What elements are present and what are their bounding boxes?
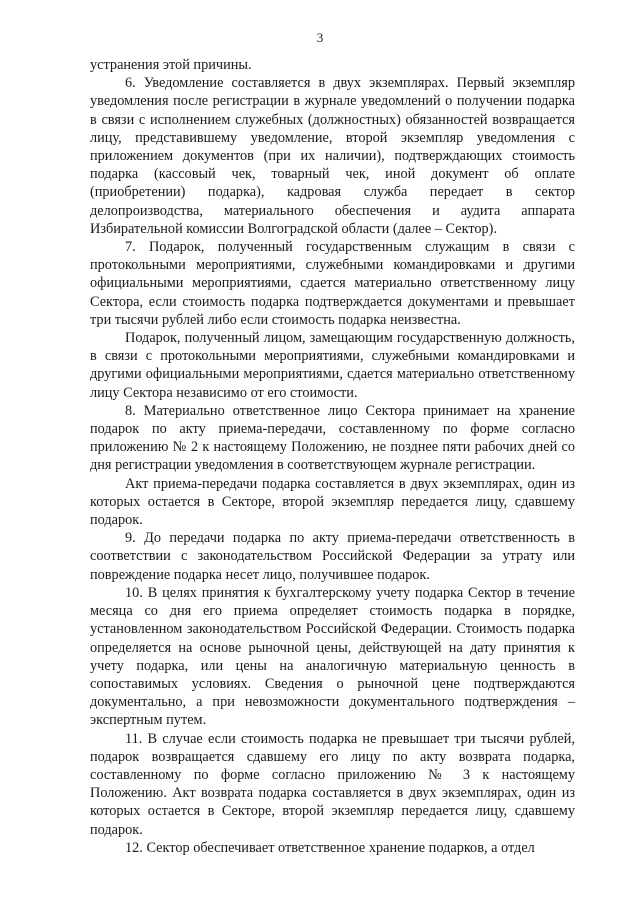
paragraph-item-11: 11. В случае если стоимость подарка не превышает три тысячи рублей, подарок возвращается сдавшему его лицу по акту возврата подарка, составленному по форме согласно приложению № 3 к настоящему Положению. Акт возврата подарка составляется в двух экземплярах, один из которых остается в Секторе, второй экземпляр передается лицу, сдавшему подарок. (90, 730, 575, 838)
page-number: 3 (316, 30, 324, 45)
paragraph-item-7-gift-state-position: Подарок, полученный лицом, замещающим государственную должность, в связи с протокольными мероприятиями, служебными командировками и другими официальными мероприятиями, сдается материально ответственному лицу Сектора независимо от его стоимости. (90, 330, 575, 401)
paragraph-item-10: 10. В целях принятия к бухгалтерскому учету подарка Сектор в течение месяца со дня его приема определяет стоимость подарка в порядке, установленном законодательством Российской Федерации. Стоимость подарка определяется на основе рыночной цены, действующей на дату принятия к учету подарка, или цены на аналогичную материальную ценность в сопоставимых условиях. Сведения о рыночной цене подтверждаются документально, а при невозможности документального подтверждения – экспертным путем. (90, 584, 575, 729)
paragraph-item-9: 9. До передачи подарка по акту приема-передачи ответственность в соответствии с законодательством Российской Федерации за утрату или повреждение подарка несет лицо, получившее подарок. (90, 530, 575, 583)
paragraph-item-6: 6. Уведомление составляется в двух экземплярах. Первый экземпляр уведомления после регистрации в журнале уведомлений о получении подарка в связи с исполнением служебных (должностных) обязанностей возвращается лицу, представившему уведомление, второй экземпляр уведомления с приложением документов (при их наличии), подтверждающих стоимость подарка (кассовый чек, товарный чек, иной документ об оплате (приобретении) подарка), кадровая служба передает в сектор делопроизводства, материального обеспечения и аудита аппарата Избирательной комиссии Волгоградской области (далее – Сектор). (90, 75, 575, 237)
document-body (90, 56, 575, 857)
paragraph-item-8-act: Акт приема-передачи подарка составляется в двух экземплярах, один из которых остается в Секторе, второй экземпляр передается лицу, сдавшему подарок. (90, 475, 575, 529)
paragraph-item-12: 12. Сектор обеспечивает ответственное хранение подарков, а отдел (125, 839, 535, 856)
paragraph-continuation: устранения этой причины. (90, 57, 252, 73)
paragraph-item-8: 8. Материально ответственное лицо Сектора принимает на хранение подарок по акту приема-передачи, составленному по форме согласно приложению № 2 к настоящему Положению, не позднее пяти рабочих дней со дня регистрации уведомления в соответствующем журнале регистрации. (90, 402, 575, 474)
paragraph-item-7: 7. Подарок, полученный государственным служащим в связи с протокольными мероприятиями, служебными командировками и другими официальными мероприятиями, сдается материально ответственному лицу Сектора, если стоимость подарка подтверждается документами и превышает три тысячи рублей либо если стоимость подарка неизвестна. (90, 239, 575, 328)
